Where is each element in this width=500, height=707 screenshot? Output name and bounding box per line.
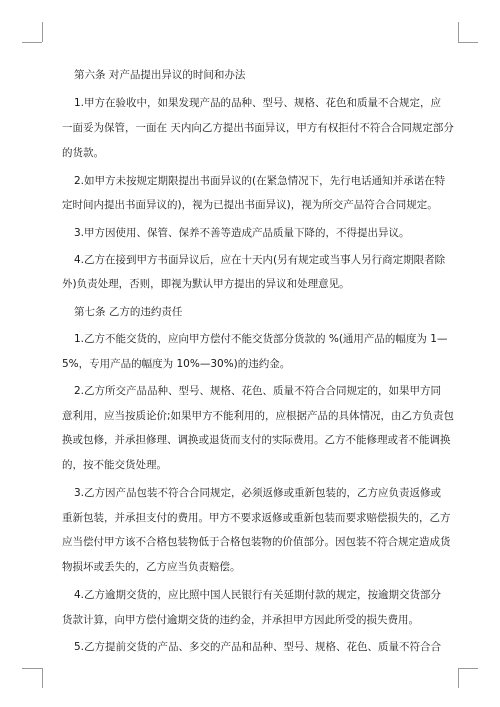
- paragraph-line: 物损坏或丢失的，乙方应当负责赔偿。: [62, 561, 241, 573]
- paragraph-line: 换或包修，并承担修理、调换或退货而支付的实际费用。乙方不能修理或者不能调换: [62, 434, 451, 446]
- paragraph-line: 1.乙方不能交货的，应向甲方偿付不能交货部分货款的 %(通用产品的幅度为 1—: [74, 333, 448, 345]
- paragraph-line: 的货款。: [62, 147, 104, 159]
- paragraph-line: 4.乙方逾期交货的，应比照中国人民银行有关延期付款的规定，按逾期交货部分: [74, 589, 442, 601]
- paragraph-line: 3.甲方因使用、保管、保养不善等造成产品质量下降的，不得提出异议。: [74, 227, 410, 239]
- paragraph-line: 5.乙方提前交货的产品、多交的产品和品种、型号、规格、花色、质量不符合合: [74, 641, 442, 653]
- paragraph-line: 的，按不能交货处理。: [62, 459, 167, 471]
- crop-mark-top-right-v: [458, 22, 459, 42]
- section-heading-article-7: 第七条 乙方的违约责任: [74, 306, 183, 318]
- paragraph-line: 应当偿付甲方该不合格包装物低于合格包装物的价值部分。因包装不符合规定造成货: [62, 536, 451, 548]
- paragraph-line: 意利用，应当按质论价;如果甲方不能利用的，应根据产品的具体情况，由乙方负责包: [62, 410, 455, 422]
- paragraph-line: 2.乙方所交产品品种、型号、规格、花色、质量不符合合同规定的，如果甲方同: [74, 385, 442, 397]
- crop-mark-bottom-left-v: [42, 668, 43, 688]
- paragraph-line: 货款计算，向甲方偿付逾期交货的违约金，并承担甲方因此所受的损失费用。: [62, 614, 419, 626]
- paragraph-line: 外)负责处理，否则，即视为默认甲方提出的异议和处理意见。: [62, 278, 350, 290]
- paragraph-line: 3.乙方因产品包装不符合合同规定，必须返修或重新包装的，乙方应负责返修或: [74, 487, 442, 499]
- paragraph-line: 4.乙方在接到甲方书面异议后，应在十天内(另有规定或当事人另行商定期限者除: [74, 254, 446, 266]
- crop-mark-bottom-left-h: [22, 668, 42, 669]
- crop-mark-top-left-v: [42, 22, 43, 42]
- paragraph-line: 重新包装，并承担支付的费用。甲方不要求返修或重新包装而要求赔偿损失的，乙方: [62, 512, 451, 524]
- section-heading-article-6: 第六条 对产品提出异议的时间和办法: [74, 69, 246, 81]
- crop-mark-top-right-h: [458, 42, 478, 43]
- crop-mark-bottom-right-v: [458, 668, 459, 688]
- paragraph-line: 5%，专用产品的幅度为 10%—30%)的违约金。: [62, 358, 291, 370]
- paragraph-line: 1.甲方在验收中，如果发现产品的品种、型号、规格、花色和质量不合规定，应: [74, 97, 442, 109]
- paragraph-line: 定时间内提出书面异议的)，视为已提出书面异议)，视为所交产品符合合同规定。: [62, 199, 438, 211]
- paragraph-line: 2.如甲方未按规定期限提出书面异议的(在紧急情况下，先行电话通知并承诺在特: [74, 175, 446, 187]
- crop-mark-top-left-h: [22, 42, 42, 43]
- paragraph-line: 一面妥为保管，一面在 天内向乙方提出书面异议，甲方有权拒付不符合合同规定部分: [62, 122, 454, 134]
- crop-mark-bottom-right-h: [458, 668, 478, 669]
